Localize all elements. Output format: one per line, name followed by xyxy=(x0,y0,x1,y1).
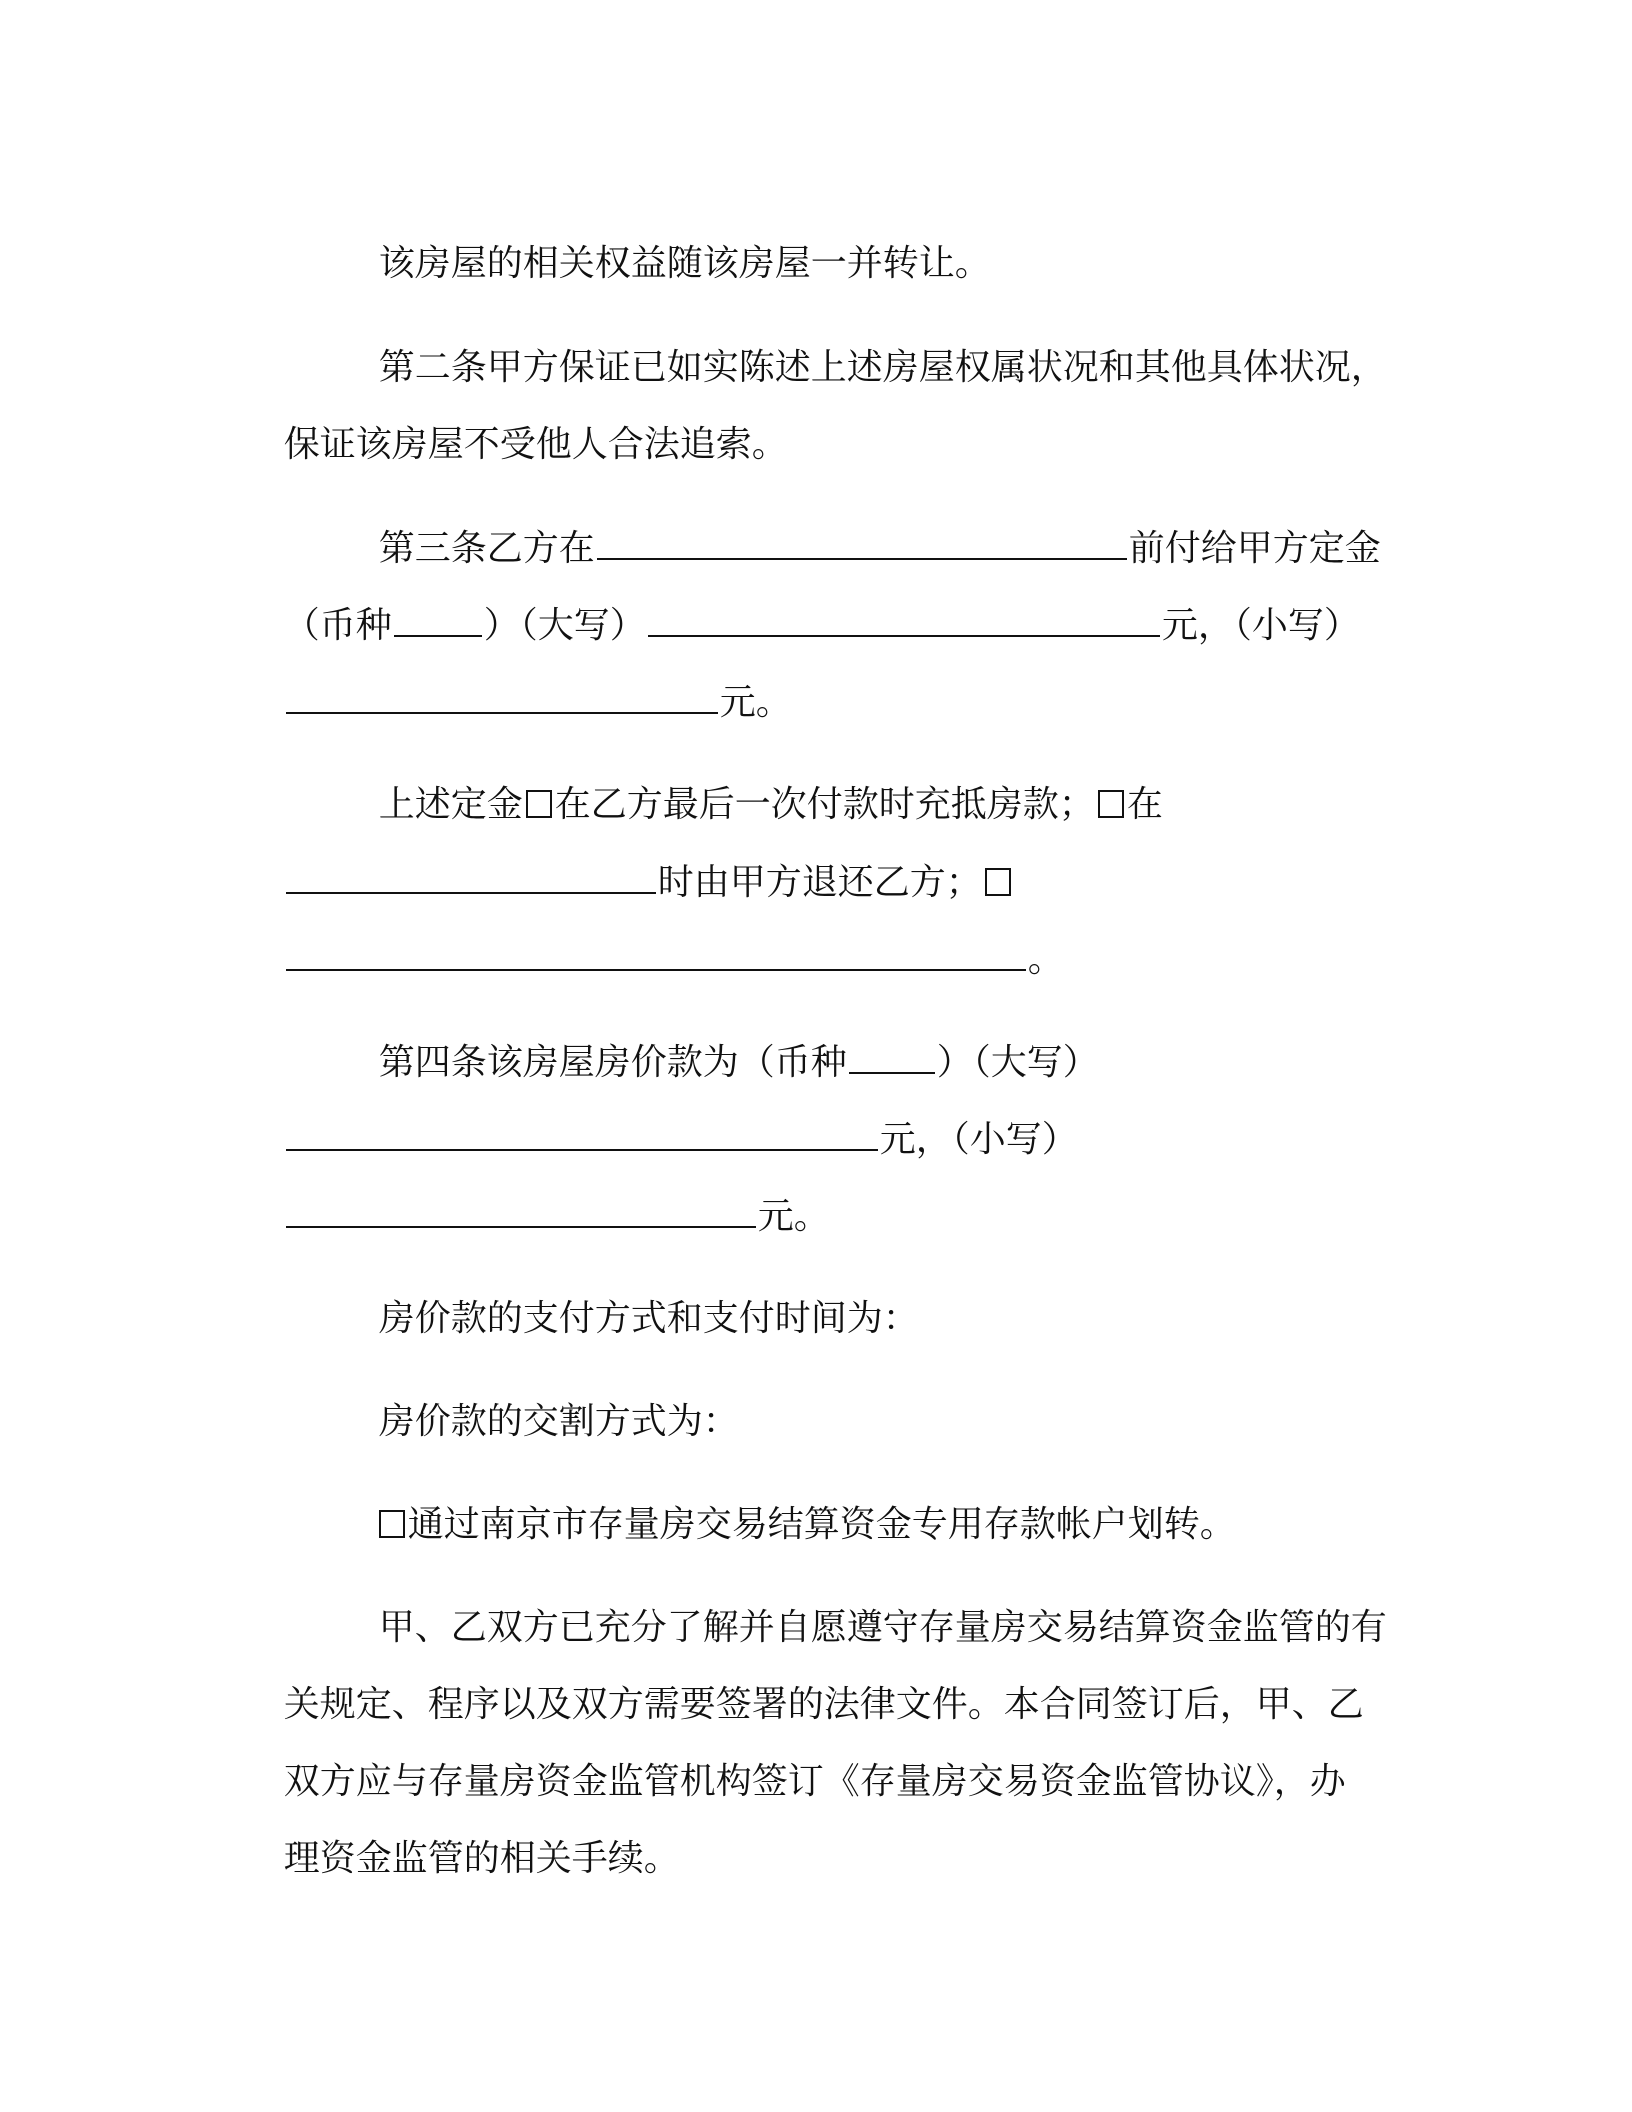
text-run: 元。 xyxy=(719,682,792,723)
fill-in-blank xyxy=(286,935,1026,971)
text-run: 前付给甲方定金 xyxy=(1128,528,1381,569)
fill-in-blank xyxy=(286,678,718,714)
text-run: 在乙方最后一次付款时充抵房款； xyxy=(554,784,1095,825)
fill-in-blank xyxy=(286,1192,756,1228)
text-run: 房价款的支付方式和支付时间为： xyxy=(378,1298,919,1339)
text-run: 关规定、程序以及双方需要签署的法律文件。本合同签订后，甲、乙 xyxy=(283,1684,1364,1725)
text-run: 。 xyxy=(1027,939,1064,980)
text-run: （币种 xyxy=(283,605,392,646)
text-run: 第二条甲方保证已如实陈述上述房屋权属状况和其他具体状况， xyxy=(378,347,1387,388)
text-run: 元，（小写） xyxy=(1161,605,1360,646)
text-run: 元，（小写） xyxy=(879,1119,1078,1160)
text-run: 双方应与存量房资金监管机构签订《存量房交易资金监管协议》，办 xyxy=(283,1761,1346,1802)
text-run: 该房屋的相关权益随该房屋一并转让。 xyxy=(378,243,991,284)
text-run: ）（大写） xyxy=(936,1042,1099,1083)
text-run: 第三条乙方在 xyxy=(378,528,595,569)
text-run: 上述定金 xyxy=(378,784,523,825)
supervision-line-4 xyxy=(238,1787,680,1931)
text-run: 甲、乙双方已充分了解并自愿遵守存量房交易结算资金监管的有 xyxy=(378,1607,1387,1648)
text-run: 元。 xyxy=(757,1196,830,1237)
text-run: 在 xyxy=(1126,784,1163,825)
checkbox-icon[interactable] xyxy=(379,1510,405,1538)
text-run: 房价款的交割方式为： xyxy=(378,1401,739,1442)
text-run: 保证该房屋不受他人合法追索。 xyxy=(283,424,788,465)
checkbox-icon[interactable] xyxy=(1098,790,1124,818)
text-run: 第四条该房屋房价款为（币种 xyxy=(378,1042,847,1083)
text-run: ）（大写） xyxy=(483,605,646,646)
text-run: 时由甲方退还乙方； xyxy=(657,862,982,903)
text-run: 通过南京市存量房交易结算资金专用存款帐户划转。 xyxy=(407,1504,1236,1545)
text-run: 理资金监管的相关手续。 xyxy=(283,1838,680,1879)
